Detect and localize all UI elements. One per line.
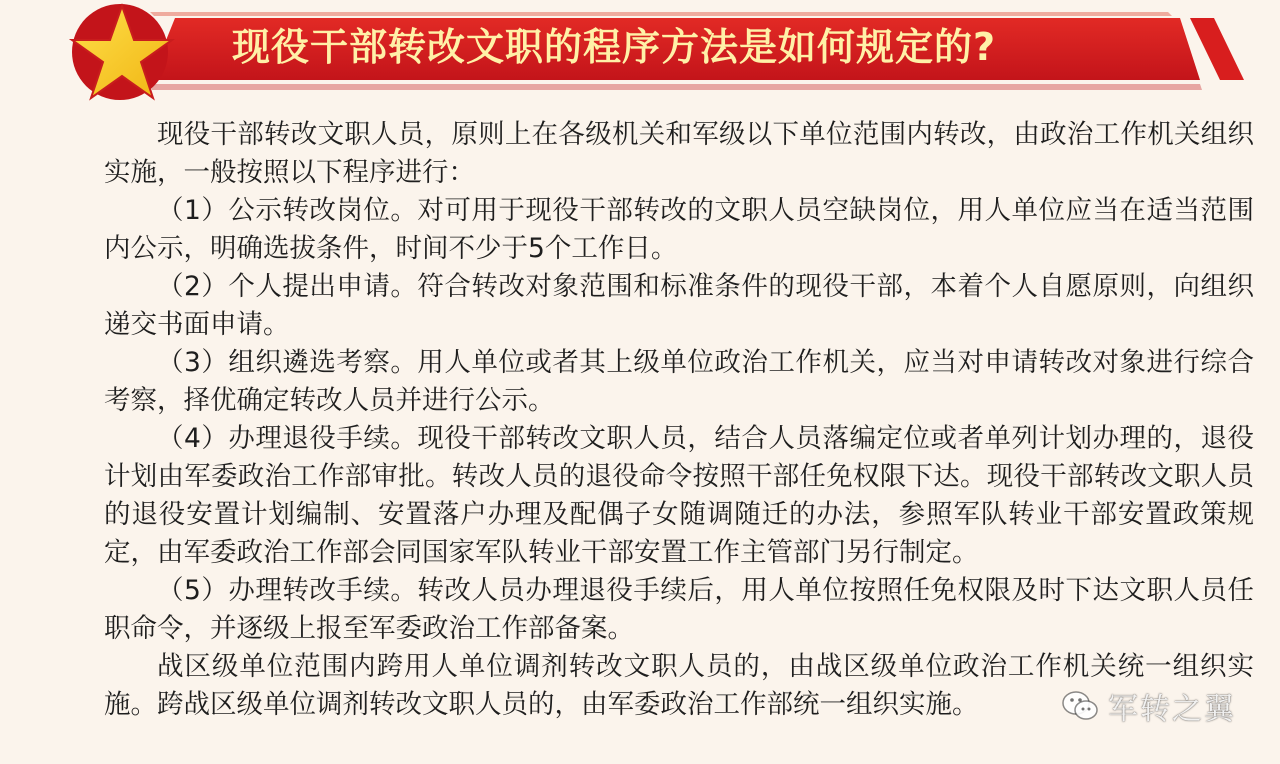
paragraph-step-3: （3）组织遴选考察。用人单位或者其上级单位政治工作机关，应当对申请转改对象进行综合考察，择优确定转改人员并进行公示。 [104, 347, 1254, 416]
title-banner [0, 0, 1280, 110]
banner-tail-stripe [1190, 18, 1244, 80]
paragraph-intro: 现役干部转改文职人员，原则上在各级机关和军级以下单位范围内转改，由政治工作机关组织实施，一般按照以下程序进行： [104, 119, 1254, 188]
paragraph-closing: 战区级单位范围内跨用人单位调剂转改文职人员的，由战区级单位政治工作机关统一组织实施。跨战区级单位调剂转改文职人员的，由军委政治工作部统一组织实施。 [104, 651, 1254, 720]
watermark-text: 军转之翼 [1108, 692, 1236, 727]
paragraph-step-2: （2）个人提出申请。符合转改对象范围和标准条件的现役干部，本着个人自愿原则，向组织递交书面申请。 [104, 271, 1254, 340]
paragraph-step-1: （1）公示转改岗位。对可用于现役干部转改的文职人员空缺岗位，用人单位应当在适当范围内公示，明确选拔条件，时间不少于5个工作日。 [104, 195, 1254, 264]
watermark [1060, 686, 1236, 726]
wechat-icon [1060, 686, 1100, 726]
paragraph-step-4: （4）办理退役手续。现役干部转改文职人员，结合人员落编定位或者单列计划办理的，退役计划由军委政治工作部审批。转改人员的退役命令按照干部任免权限下达。现役干部转改文职人员的退役安置计划编制、安置落户办理及配偶子女随调随迁的办法，参照军队转业干部安置政策规定，由军委政治工作部会同国家军队转业干部安置工作主管部门另行制定。 [104, 423, 1254, 568]
page-title: 现役干部转改文职的程序方法是如何规定的? [232, 25, 997, 69]
article-body [104, 116, 1254, 724]
paragraph-step-5: （5）办理转改手续。转改人员办理退役手续后，用人单位按照任免权限及时下达文职人员任职命令，并逐级上报至军委政治工作部备案。 [104, 575, 1254, 644]
